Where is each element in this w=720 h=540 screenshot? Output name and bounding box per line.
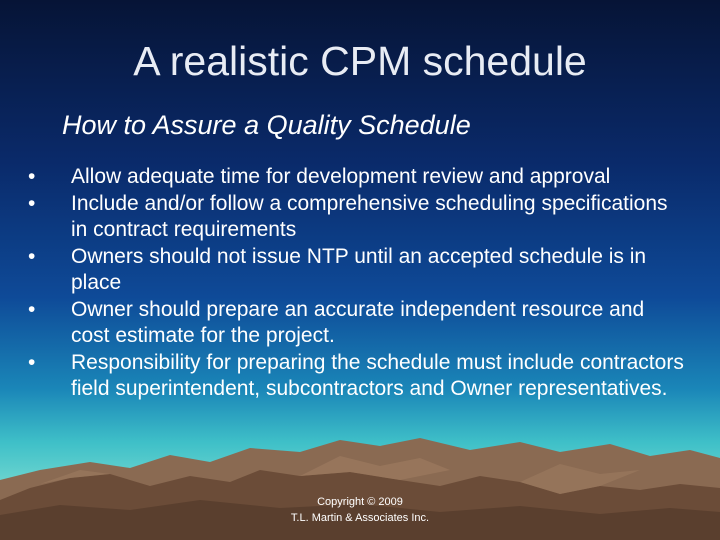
company-text: T.L. Martin & Associates Inc. [290,512,430,524]
bullet-item [28,297,688,350]
bullet-text: Owners should not issue NTP until an accepted schedule is in place [71,244,647,294]
footer [0,494,720,526]
slide-title: A realistic CPM schedule [133,38,587,84]
slide-subtitle: How to Assure a Quality Schedule [62,110,471,140]
bullet-glyph: • [28,191,36,215]
copyright-text: Copyright © 2009 [317,496,403,508]
bullet-text: Include and/or follow a comprehensive scheduling specifications in contract requirements [71,191,668,241]
bullet-item [28,244,688,297]
bullet-glyph: • [28,244,36,268]
bullet-item [28,164,688,191]
bullet-item [28,350,688,403]
bullet-text: Allow adequate time for development review and approval [71,165,611,188]
bullet-item [28,191,688,244]
bullet-glyph: • [28,297,36,321]
bullet-text: Owner should prepare an accurate independent resource and cost estimate for the project. [71,297,645,347]
bullet-glyph: • [28,165,36,188]
bullet-glyph: • [28,350,36,374]
bullet-list [28,164,688,403]
bullet-text: Responsibility for preparing the schedule must include contractors field superintendent, subcontractors and Owner representatives. [71,350,684,400]
